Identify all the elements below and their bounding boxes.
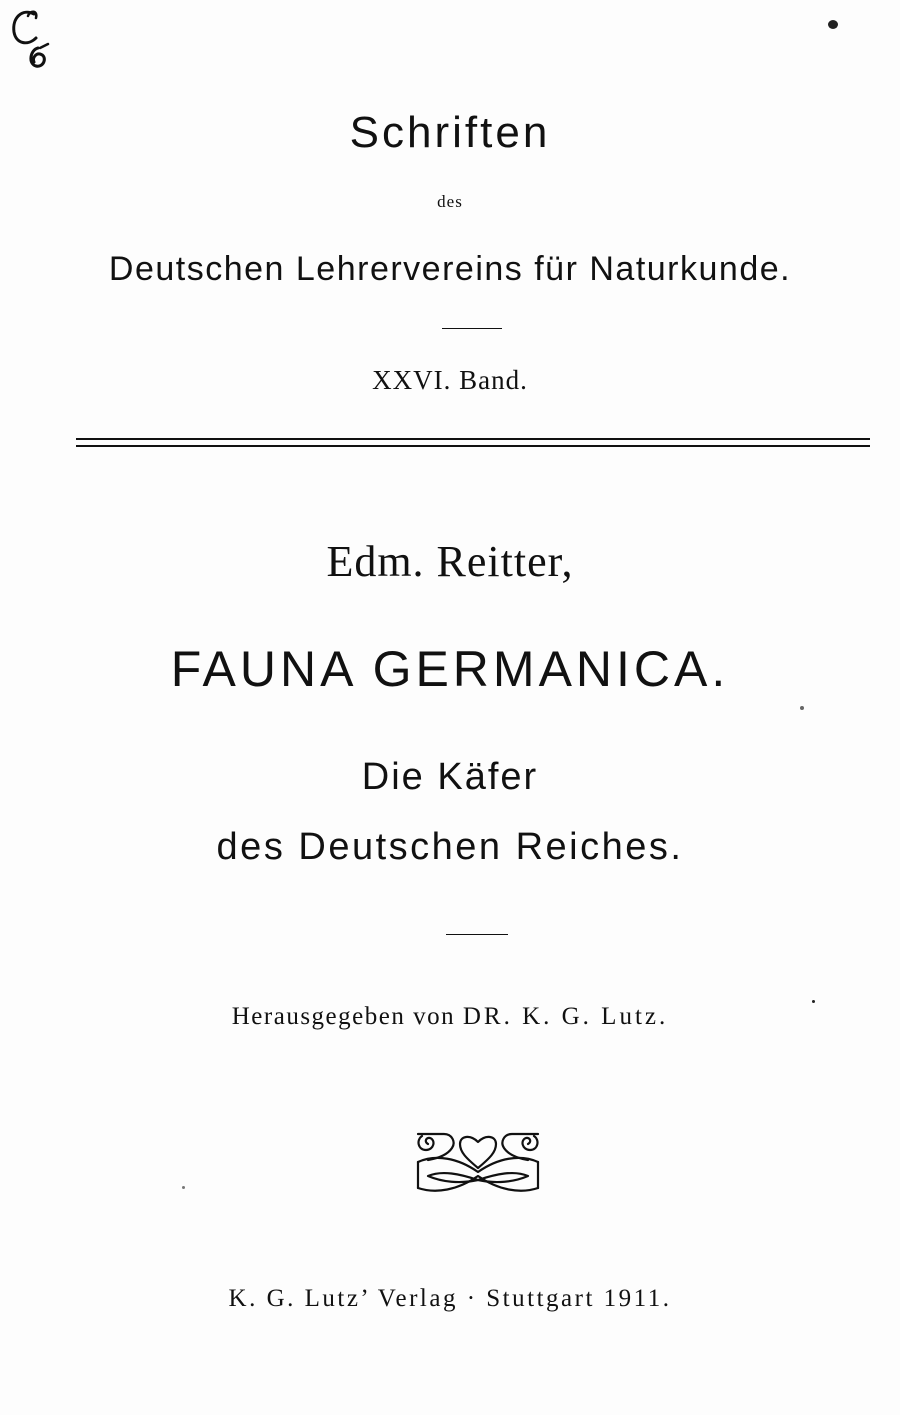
volume-number: XXVI. Band. — [372, 365, 528, 395]
series-society: Deutschen Lehrervereins für Naturkunde. — [108, 250, 792, 288]
divider-short — [442, 328, 502, 329]
series-connector: des — [437, 192, 463, 211]
book-subtitle-line2: des Deutschen Reiches. — [216, 826, 684, 868]
handwritten-annotation — [4, 4, 56, 74]
publisher-line: K. G. Lutz’ Verlag · Stuttgart 1911. — [228, 1285, 672, 1312]
book-subtitle-line1: Die Käfer — [361, 756, 539, 798]
ink-speck — [828, 20, 838, 29]
heart-ornament-icon — [414, 1128, 542, 1194]
author-name: Edm. Reitter, — [326, 537, 574, 586]
editor-line — [0, 1003, 900, 1031]
editor-name: DR. K. G. Lutz. — [462, 1003, 669, 1030]
book-title: FAUNA GERMANICA. — [170, 641, 730, 697]
divider-short — [446, 934, 508, 935]
series-title: Schriften — [349, 108, 551, 157]
editor-prefix: Herausgegeben von — [231, 1003, 456, 1030]
ink-speck — [800, 706, 804, 710]
ink-speck — [182, 1186, 185, 1189]
divider-double — [76, 438, 870, 447]
